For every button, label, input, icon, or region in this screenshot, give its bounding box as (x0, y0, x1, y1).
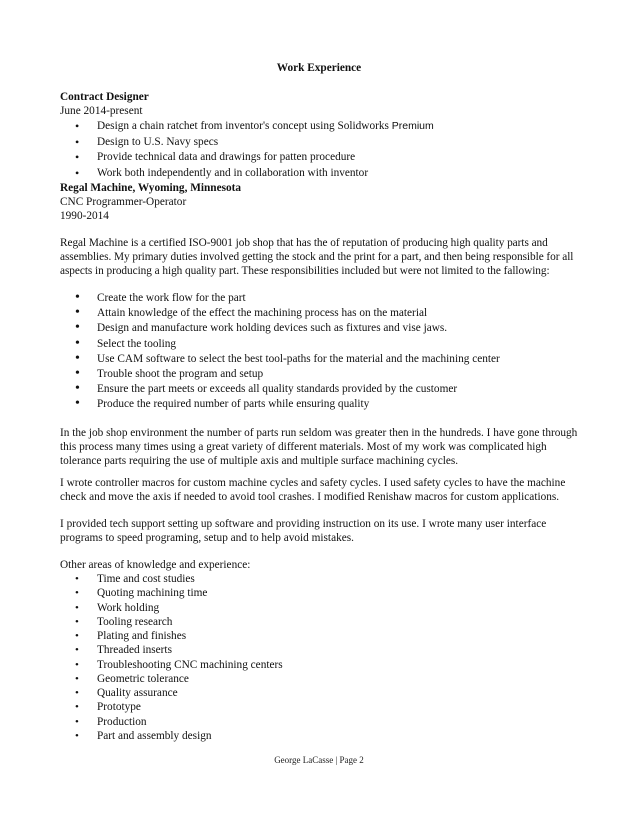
bullet-icon: • (75, 396, 80, 412)
other-areas-title: Other areas of knowledge and experience: (60, 559, 251, 571)
bullet-icon: • (75, 658, 79, 671)
bullet-icon: • (75, 350, 80, 366)
paragraph-macros: I wrote controller macros for custom machine cycles and safety cycles. I used safety cycles to have the machine check and move the axis if needed to avoid tool crashes. I modified Renishaw macros for custom applications. (60, 477, 566, 504)
bullet-icon: • (75, 573, 79, 585)
list-item: • Trouble shoot the program and setup (75, 365, 264, 381)
bullet-icon: • (75, 305, 80, 321)
list-item: • Quality assurance (75, 687, 178, 699)
job-bullets (60, 119, 580, 181)
paragraph-tech-support: I provided tech support setting up software and providing instruction on its use. I wrote many user interface programs to speed programing, setup and to help avoid mistakes. (60, 518, 547, 545)
list-item: • Design and manufacture work holding devices such as fixtures and vise jaws. (75, 320, 448, 336)
list-item: • Production (75, 715, 147, 728)
bullet-icon: • (75, 165, 80, 180)
list-item: • Design a chain ratchet from inventor's concept using Solidworks Premium (75, 119, 434, 134)
list-item: • Produce the required number of parts while ensuring quality (75, 396, 370, 412)
list-item: • Plating and finishes (75, 630, 187, 642)
paragraph-job-shop: In the job shop environment the number of parts run seldom was greater then in the hundreds. I have gone through this process many times using a great variety of different materials. Most of my work was complicated high tolerance parts requiring the use of multiple axis and multiple surface machining cycles. (60, 427, 578, 468)
job-dates: June 2014-present (60, 105, 143, 118)
job-regal-machine (60, 181, 580, 224)
bullet-icon: • (75, 587, 79, 600)
list-item: • Select the tooling (75, 335, 177, 351)
list-item: • Work holding (75, 601, 160, 614)
list-item: • Work both independently and in collaboration with inventor (75, 165, 369, 180)
bullet-icon: • (75, 365, 80, 381)
job-role: CNC Programmer-Operator (60, 196, 187, 209)
job-dates: 1990-2014 (60, 210, 109, 223)
responsibilities-list (60, 291, 580, 413)
bullet-icon: • (75, 320, 80, 336)
company-name: Regal Machine, Wyoming, Minnesota (60, 182, 242, 194)
bullet-icon: • (75, 729, 79, 742)
bullet-icon: • (75, 134, 80, 149)
bullet-icon: • (75, 119, 80, 134)
list-item: • Ensure the part meets or exceeds all quality standards provided by the customer (75, 381, 458, 397)
other-areas-list (60, 572, 580, 743)
section-heading: Work Experience (276, 62, 362, 74)
list-item: • Tooling research (75, 615, 173, 628)
bullet-icon: • (75, 150, 80, 165)
list-item: • Use CAM software to select the best tool-paths for the material and the machining center (75, 350, 500, 366)
bullet-icon: • (75, 644, 79, 657)
list-item: • Prototype (75, 701, 141, 714)
bullet-icon: • (75, 615, 79, 628)
bullet-icon: • (75, 601, 79, 614)
bullet-suffix: Premium (391, 120, 434, 133)
list-item: • Attain knowledge of the effect the machining process has on the material (75, 305, 428, 321)
bullet-icon: • (75, 687, 79, 699)
page-footer: George LaCasse | Page 2 (274, 755, 364, 765)
list-item: • Geometric tolerance (75, 672, 189, 685)
bullet-icon: • (75, 381, 80, 397)
company-description: Regal Machine is a certified ISO-9001 job shop that has the of reputation of producing high quality parts and assemblies. My primary duties involved getting the stock and the print for a part, and then being responsible for all aspects in producing a high quality part. These responsibilities included but were not limited to the fallowing: (60, 237, 574, 278)
bullet-icon: • (75, 701, 79, 714)
list-item: • Create the work flow for the part (75, 290, 246, 305)
bullet-icon: • (75, 630, 79, 642)
list-item: • Time and cost studies (75, 573, 195, 585)
bullet-icon: • (75, 672, 79, 685)
list-item: • Part and assembly design (75, 729, 212, 742)
bullet-icon: • (75, 335, 80, 351)
job-title: Contract Designer (60, 91, 149, 103)
bullet-icon: • (75, 715, 79, 728)
list-item: • Quoting machining time (75, 587, 208, 600)
list-item: • Design to U.S. Navy specs (75, 134, 219, 149)
list-item: • Provide technical data and drawings for patten procedure (75, 150, 356, 165)
list-item: • Troubleshooting CNC machining centers (75, 658, 283, 671)
bullet-icon: • (75, 290, 80, 305)
job-contract-designer (60, 90, 580, 181)
list-item: • Threaded inserts (75, 644, 172, 657)
